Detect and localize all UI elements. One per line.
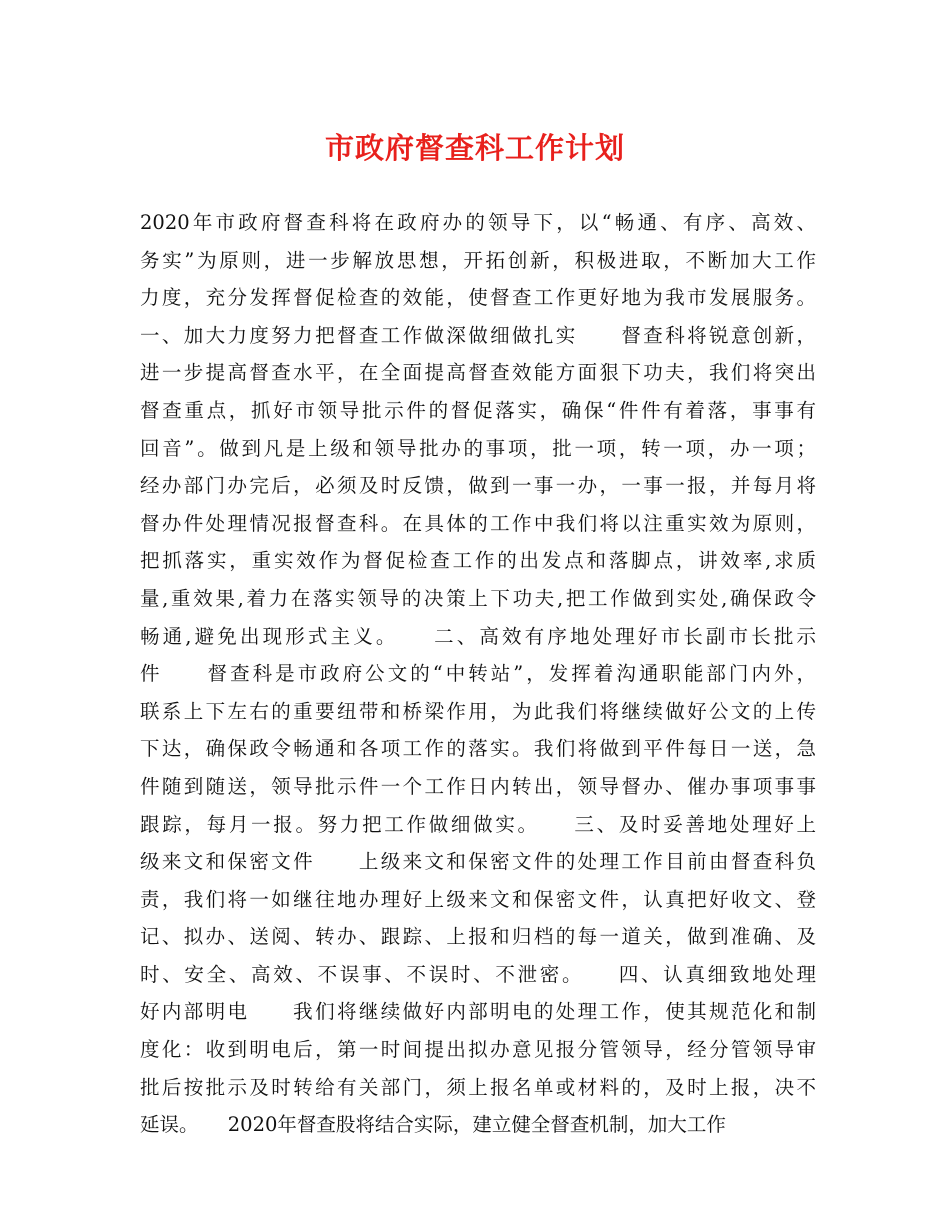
- body-line: 督查重点，抓好市领导批示件的督促落实，确保“件件有着落，事事有: [140, 398, 816, 422]
- body-line: 时、安全、高效、不误事、不误时、不泄密。 四、认真细致地处理: [140, 962, 816, 986]
- document-body: [140, 204, 816, 1144]
- body-line: 批后按批示及时转给有关部门，须上报名单或材料的，及时上报，决不: [140, 1075, 816, 1099]
- body-line: 延误。 2020年督查股将结合实际，建立健全督查机制，加大工作: [140, 1113, 726, 1137]
- body-line: 联系上下左右的重要纽带和桥梁作用，为此我们将继续做好公文的上传: [140, 699, 816, 723]
- body-line: 量,重效果,着力在落实领导的决策上下功夫,把工作做到实处,确保政令: [140, 586, 816, 610]
- body-line: 记、拟办、送阅、转办、跟踪、上报和归档的每一道关，做到准确、及: [140, 925, 816, 949]
- body-line: 下达，确保政令畅通和各项工作的落实。我们将做到平件每日一送，急: [140, 737, 816, 761]
- body-line: 件随到随送，领导批示件一个工作日内转出，领导督办、催办事项事事: [140, 774, 816, 798]
- body-line: 力度，充分发挥督促检查的效能，使督查工作更好地为我市发展服务。: [140, 286, 816, 310]
- body-line: 件 督查科是市政府公文的“中转站”，发挥着沟通职能部门内外，: [140, 662, 816, 686]
- body-line: 经办部门办完后，必须及时反馈，做到一事一办，一事一报，并每月将: [140, 474, 816, 498]
- body-line: 督办件处理情况报督查科。在具体的工作中我们将以注重实效为原则，: [140, 511, 816, 535]
- body-line: 务实”为原则，进一步解放思想，开拓创新，积极进取，不断加大工作: [140, 248, 816, 272]
- body-line: 把抓落实，重实效作为督促检查工作的出发点和落脚点，讲效率,求质: [140, 549, 816, 573]
- body-line: 进一步提高督查水平，在全面提高督查效能方面狠下功夫，我们将突出: [140, 361, 816, 385]
- body-line: 畅通,避免出现形式主义。 二、高效有序地处理好市长副市长批示: [140, 624, 816, 648]
- body-line: 好内部明电 我们将继续做好内部明电的处理工作，使其规范化和制: [140, 1000, 816, 1024]
- body-line: 2020年市政府督查科将在政府办的领导下，以“畅通、有序、高效、: [140, 211, 816, 234]
- document-title: 市政府督查科工作计划: [324, 131, 625, 165]
- body-line: 度化：收到明电后，第一时间提出拟办意见报分管领导，经分管领导审: [140, 1038, 816, 1062]
- body-line: 回音”。做到凡是上级和领导批办的事项，批一项，转一项，办一项；: [140, 436, 816, 460]
- body-line: 级来文和保密文件 上级来文和保密文件的处理工作目前由督查科负: [140, 850, 816, 874]
- body-line: 责，我们将一如继往地办理好上级来文和保密文件，认真把好收文、登: [140, 887, 816, 911]
- body-line: 跟踪，每月一报。努力把工作做细做实。 三、及时妥善地处理好上: [140, 812, 816, 836]
- body-line: 一、加大力度努力把督查工作做深做细做扎实 督查科将锐意创新，: [140, 323, 816, 347]
